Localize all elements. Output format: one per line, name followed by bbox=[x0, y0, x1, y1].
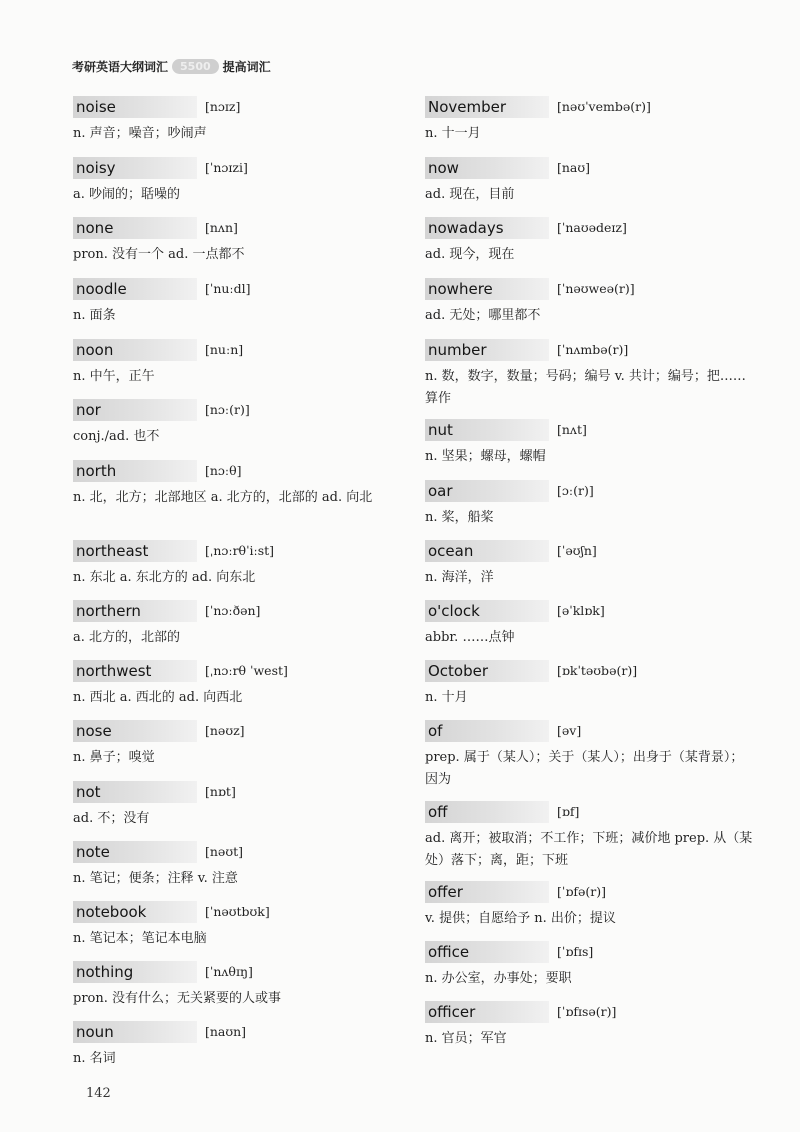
entry-headword-row bbox=[73, 96, 413, 120]
page-number: 142 bbox=[86, 1086, 111, 1101]
entry-definition: n. 办公室，办事处；要职 bbox=[425, 971, 572, 986]
entry-pronunciation: [əv] bbox=[557, 723, 582, 738]
dictionary-entry bbox=[73, 540, 413, 589]
dictionary-entry bbox=[73, 961, 413, 1010]
entry-definition: n. 北，北方；北部地区 a. 北方的，北部的 ad. 向北 bbox=[73, 490, 373, 505]
entry-word: nose bbox=[73, 720, 197, 742]
dictionary-entry bbox=[73, 841, 413, 890]
entry-pronunciation: [ˈnəʊweə(r)] bbox=[557, 281, 635, 296]
entry-headword-row bbox=[425, 941, 765, 965]
entry-pronunciation: [ˈnaʊədeɪz] bbox=[557, 220, 627, 235]
entry-word: north bbox=[73, 460, 197, 482]
entry-word: offer bbox=[425, 881, 549, 903]
entry-pronunciation: [nəʊˈvembə(r)] bbox=[557, 99, 651, 114]
dictionary-entry bbox=[425, 540, 765, 589]
entry-headword-row bbox=[73, 841, 413, 865]
dictionary-entry bbox=[73, 1021, 413, 1070]
entry-headword-row bbox=[425, 801, 765, 825]
entry-pronunciation: [əˈklɒk] bbox=[557, 603, 605, 618]
entry-pronunciation: [nuːn] bbox=[205, 342, 244, 357]
entry-definition: n. 名词 bbox=[73, 1051, 116, 1066]
dictionary-entry bbox=[73, 781, 413, 830]
dictionary-entry bbox=[425, 278, 765, 327]
entry-headword-row bbox=[425, 339, 765, 363]
entry-pronunciation: [ˈnəʊtbʊk] bbox=[205, 904, 270, 919]
entry-headword-row bbox=[73, 157, 413, 181]
entry-definition: n. 东北 a. 东北方的 ad. 向东北 bbox=[73, 570, 256, 585]
entry-word: nothing bbox=[73, 961, 197, 983]
dictionary-entry bbox=[425, 801, 765, 872]
entry-word: noise bbox=[73, 96, 197, 118]
dictionary-entry bbox=[73, 278, 413, 327]
entry-pronunciation: [naʊn] bbox=[205, 1024, 247, 1039]
entry-pronunciation: [ˈnʌθɪŋ] bbox=[205, 964, 253, 979]
entry-headword-row bbox=[73, 781, 413, 805]
entry-headword-row bbox=[425, 540, 765, 564]
entry-pronunciation: [ˈɒfɪsə(r)] bbox=[557, 1004, 617, 1019]
entry-headword-row bbox=[425, 278, 765, 302]
entry-pronunciation: [nəʊz] bbox=[205, 723, 245, 738]
entry-word: northeast bbox=[73, 540, 197, 562]
entry-definition: a. 北方的，北部的 bbox=[73, 630, 181, 645]
entry-word: number bbox=[425, 339, 549, 361]
entry-word: now bbox=[425, 157, 549, 179]
entry-definition: v. 提供；自愿给予 n. 出价；提议 bbox=[425, 911, 616, 926]
entry-pronunciation: [ɒkˈtəʊbə(r)] bbox=[557, 663, 638, 678]
entry-pronunciation: [ˈnɔːðən] bbox=[205, 603, 261, 618]
entry-headword-row bbox=[73, 278, 413, 302]
entry-definition: ad. 无处；哪里都不 bbox=[425, 308, 541, 323]
entry-headword-row bbox=[425, 881, 765, 905]
entry-word: none bbox=[73, 217, 197, 239]
entry-definition: n. 桨，船桨 bbox=[425, 510, 494, 525]
entry-headword-row bbox=[73, 901, 413, 925]
entry-headword-row bbox=[73, 1021, 413, 1045]
dictionary-entry bbox=[73, 96, 413, 145]
entry-definition: ad. 不；没有 bbox=[73, 811, 150, 826]
entry-word: of bbox=[425, 720, 549, 742]
entry-pronunciation: [ˈɒfɪs] bbox=[557, 944, 594, 959]
entry-pronunciation: [nəʊt] bbox=[205, 844, 243, 859]
entry-pronunciation: [nʌn] bbox=[205, 220, 238, 235]
entry-definition: n. 笔记本；笔记本电脑 bbox=[73, 931, 207, 946]
entry-word: November bbox=[425, 96, 549, 118]
dictionary-entry bbox=[73, 600, 413, 649]
entry-pronunciation: [ˈnɔɪzi] bbox=[205, 160, 248, 175]
dictionary-entry bbox=[425, 660, 765, 709]
entry-headword-row bbox=[73, 540, 413, 564]
entry-pronunciation: [nɔːθ] bbox=[205, 463, 242, 478]
entry-headword-row bbox=[425, 720, 765, 744]
entry-definition: abbr. ……点钟 bbox=[425, 630, 515, 645]
entry-pronunciation: [ˈəʊʃn] bbox=[557, 543, 597, 558]
entry-definition: n. 中午，正午 bbox=[73, 369, 155, 384]
entry-pronunciation: [ˈnʌmbə(r)] bbox=[557, 342, 629, 357]
entry-definition: prep. 属于（某人）；关于（某人）；出身于（某背景）；因为 bbox=[425, 750, 744, 787]
entry-word: noisy bbox=[73, 157, 197, 179]
entry-word: note bbox=[73, 841, 197, 863]
entry-definition: n. 鼻子；嗅觉 bbox=[73, 750, 155, 765]
dictionary-entry bbox=[425, 339, 765, 410]
entry-headword-row bbox=[73, 460, 413, 484]
entry-pronunciation: [nɔː(r)] bbox=[205, 402, 250, 417]
entry-headword-row bbox=[73, 660, 413, 684]
dictionary-entry bbox=[73, 217, 413, 266]
dictionary-entry bbox=[425, 941, 765, 990]
entry-word: northern bbox=[73, 600, 197, 622]
entry-definition: pron. 没有一个 ad. 一点都不 bbox=[73, 247, 245, 262]
dictionary-entry bbox=[425, 217, 765, 266]
dictionary-entry bbox=[425, 157, 765, 206]
entry-pronunciation: [ˈnuːdl] bbox=[205, 281, 251, 296]
entry-headword-row bbox=[73, 339, 413, 363]
entry-headword-row bbox=[425, 480, 765, 504]
header-subtitle: 提高词汇 bbox=[222, 59, 271, 74]
dictionary-entry bbox=[425, 600, 765, 649]
entry-word: officer bbox=[425, 1001, 549, 1023]
entry-word: o'clock bbox=[425, 600, 549, 622]
entry-definition: pron. 没有什么；无关紧要的人或事 bbox=[73, 991, 282, 1006]
dictionary-entry bbox=[425, 720, 765, 791]
entry-pronunciation: [ɒf] bbox=[557, 804, 580, 819]
entry-definition: n. 海洋，洋 bbox=[425, 570, 494, 585]
entry-definition: n. 西北 a. 西北的 ad. 向西北 bbox=[73, 690, 243, 705]
dictionary-entry bbox=[425, 881, 765, 930]
entry-definition: conj./ad. 也不 bbox=[73, 429, 160, 444]
dictionary-entry bbox=[73, 460, 413, 509]
dictionary-entry bbox=[425, 419, 765, 468]
entry-headword-row bbox=[425, 217, 765, 241]
dictionary-entry bbox=[73, 720, 413, 769]
entry-definition: n. 十一月 bbox=[425, 126, 481, 141]
entry-word: noun bbox=[73, 1021, 197, 1043]
entry-pronunciation: [nɔɪz] bbox=[205, 99, 241, 114]
dictionary-entry bbox=[73, 901, 413, 950]
entry-headword-row bbox=[425, 157, 765, 181]
entry-word: noon bbox=[73, 339, 197, 361]
entry-definition: n. 笔记；便条；注释 v. 注意 bbox=[73, 871, 238, 886]
entry-word: office bbox=[425, 941, 549, 963]
entry-headword-row bbox=[73, 961, 413, 985]
entry-pronunciation: [naʊ] bbox=[557, 160, 591, 175]
entry-pronunciation: [ˌnɔːrθ ˈwest] bbox=[205, 663, 288, 678]
entry-word: northwest bbox=[73, 660, 197, 682]
entry-pronunciation: [ˈɒfə(r)] bbox=[557, 884, 606, 899]
entry-definition: ad. 现在，目前 bbox=[425, 187, 515, 202]
entry-word: nowadays bbox=[425, 217, 549, 239]
entry-definition: n. 声音；噪音；吵闹声 bbox=[73, 126, 207, 141]
entry-definition: n. 面条 bbox=[73, 308, 116, 323]
entry-definition: ad. 现今，现在 bbox=[425, 247, 515, 262]
entry-headword-row bbox=[73, 720, 413, 744]
entry-word: nor bbox=[73, 399, 197, 421]
entry-pronunciation: [nɒt] bbox=[205, 784, 236, 799]
entry-definition: n. 十月 bbox=[425, 690, 468, 705]
dictionary-entry bbox=[425, 480, 765, 529]
entry-headword-row bbox=[425, 419, 765, 443]
entry-word: notebook bbox=[73, 901, 197, 923]
entry-pronunciation: [nʌt] bbox=[557, 422, 587, 437]
entry-headword-row bbox=[73, 600, 413, 624]
entry-definition: n. 坚果；螺母，螺帽 bbox=[425, 449, 546, 464]
entry-word: nut bbox=[425, 419, 549, 441]
entry-definition: ad. 离开；被取消；不工作；下班；减价地 prep. 从（某处）落下；离，距；下班 bbox=[425, 831, 753, 868]
entry-word: off bbox=[425, 801, 549, 823]
entry-word: October bbox=[425, 660, 549, 682]
dictionary-entry bbox=[73, 339, 413, 388]
entry-headword-row bbox=[73, 217, 413, 241]
entry-definition: a. 吵闹的；聒噪的 bbox=[73, 187, 181, 202]
entry-word: ocean bbox=[425, 540, 549, 562]
dictionary-entry bbox=[73, 660, 413, 709]
dictionary-entry bbox=[73, 157, 413, 206]
entry-headword-row bbox=[73, 399, 413, 423]
entry-word: noodle bbox=[73, 278, 197, 300]
entry-headword-row bbox=[425, 600, 765, 624]
entry-pronunciation: [ɔː(r)] bbox=[557, 483, 594, 498]
header-badge: 5500 bbox=[172, 59, 219, 74]
entry-word: oar bbox=[425, 480, 549, 502]
page-header bbox=[72, 54, 271, 78]
entry-definition: n. 官员；军官 bbox=[425, 1031, 507, 1046]
header-title: 考研英语大纲词汇 bbox=[72, 59, 169, 74]
entry-headword-row bbox=[425, 660, 765, 684]
entry-headword-row bbox=[425, 1001, 765, 1025]
entry-word: nowhere bbox=[425, 278, 549, 300]
entry-headword-row bbox=[425, 96, 765, 120]
entry-definition: n. 数，数字，数量；号码；编号 v. 共计；编号；把……算作 bbox=[425, 369, 746, 406]
dictionary-entry bbox=[425, 1001, 765, 1050]
entry-pronunciation: [ˌnɔːrθˈiːst] bbox=[205, 543, 275, 558]
entry-word: not bbox=[73, 781, 197, 803]
dictionary-entry bbox=[73, 399, 413, 448]
dictionary-entry bbox=[425, 96, 765, 145]
